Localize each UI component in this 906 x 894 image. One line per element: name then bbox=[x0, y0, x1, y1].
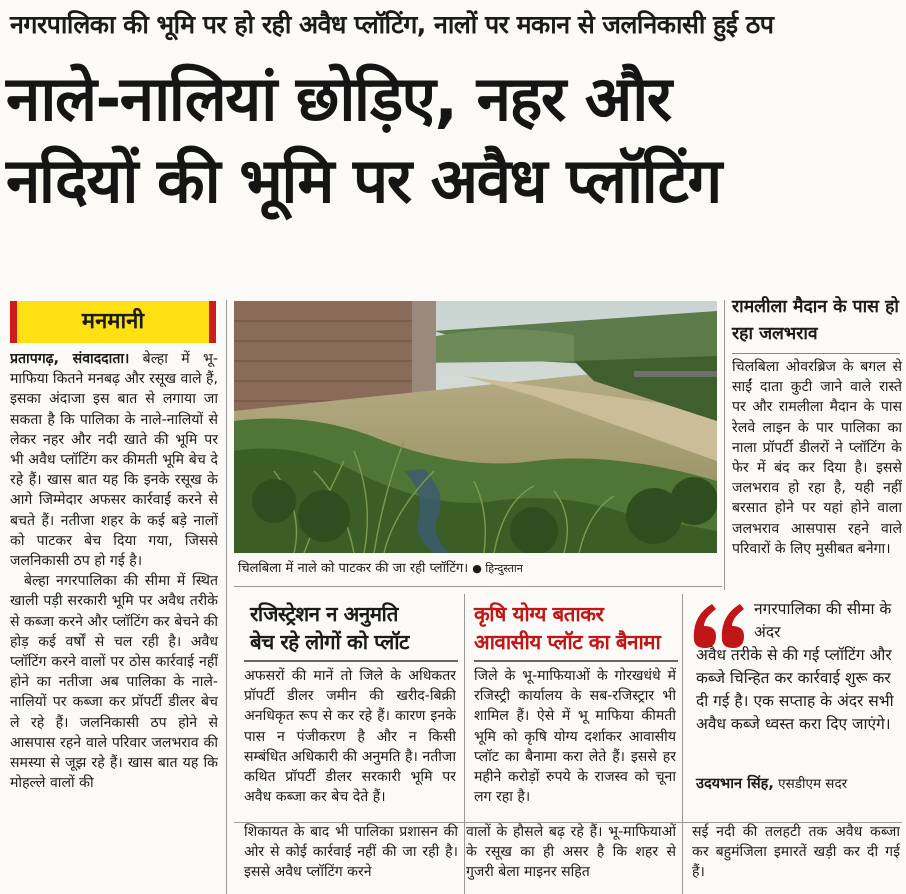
story-divider-1 bbox=[464, 594, 465, 894]
second-paragraph: बेल्हा नगरपालिका की सीमा में स्थित खाली पड़ी सरकारी भूमि पर अवैध तरीके से कब्जा करने और प्लॉटिंग कर बेचने की होड़ कई वर्षों से चल रही है। अवैध प्लॉटिंग करने वालों पर ठोस कार्रवाई नहीं होने का नतीजा अब पालिका के नाले-नालियों पर कब्जा कर प्रॉपर्टी डीलर बेच ले रहे हैं। जलनिकासी ठप होने से आसपास रहने वाले परिवार जलभराव की समस्या से जूझ रहे हैं। खास बात यह कि मोहल्ले वालों की bbox=[10, 573, 218, 792]
story2-heading-line-2: आवासीय प्लॉट का बैनामा bbox=[474, 630, 661, 654]
section-tag: मनमानी bbox=[10, 301, 216, 343]
lead-text: बेल्हा में भू-माफिया कितने मनबढ़ और रसूख वाले हैं, इसका अंदाजा इस बात से लगाया जा सकता है कि पालिका के नाले-नालियों से लेकर नहर और नदी खाते की भूमि पर भी अवैध प्लॉटिंग कर कीमती भूमि बेच दे रहे हैं। खास बात यह कि इनके रसूख के आगे जिम्मेदार अफसर कार्रवाई करने से बचते हैं। नतीजा शहर के कई बड़े नालों को पाटकर बेच दिया गया, जिससे जलनिकासी ठप हो गई है। bbox=[10, 351, 218, 570]
quote-text bbox=[696, 598, 902, 736]
sidebar-heading: रामलीला मैदान के पास हो रहा जलभराव bbox=[732, 297, 899, 344]
main-headline bbox=[6, 58, 906, 222]
continuation-column-3: सई नदी की तलहटी तक अवैध कब्जा कर बहुमंजिला इमारतें खड़ी कर दी गई हैं। bbox=[692, 824, 900, 881]
dateline: प्रतापगढ़, संवाददाता। bbox=[10, 351, 130, 367]
story1-body: अफसरों की मानें तो जिले के अधिकतर प्रॉपर्टी डीलर जमीन की खरीद-बिक्री अनधिकृत रूप से कर रहे हैं। कारण इनके पास न पंजीकरण है और न किसी सम्बंधित अधिकारी की अनुमति है। नतीजा कथित प्रॉपर्टी डीलर सरकारी भूमि पर अवैध कब्जा कर बेच देते हैं। bbox=[244, 668, 456, 806]
story2-heading bbox=[474, 600, 678, 656]
photo-caption bbox=[238, 558, 718, 580]
photo-bottom-rule bbox=[234, 586, 722, 587]
story1-heading-line-2: बेच रहे लोगों को प्लॉट bbox=[250, 630, 409, 654]
sidebar-heading-rule bbox=[732, 353, 900, 354]
kicker-headline: नगरपालिका की भूमि पर हो रही अवैध प्लॉटिंग, नालों पर मकान से जलनिकासी हुई ठप bbox=[10, 10, 774, 39]
story1-heading-rule bbox=[244, 660, 458, 662]
quote-text-first: नगरपालिका की सीमा के अंदर bbox=[754, 600, 892, 641]
continuation-column-2: वालों के हौसले बढ़ रहे हैं। भू-माफियाओं के रसूख का ही असर है कि शहर से गुजरी बेला माइनर सहित bbox=[466, 824, 676, 881]
caption-text: चिलबिला में नाले को पाटकर की जा रही प्लॉटिंग। bbox=[238, 561, 469, 576]
headline-line-2: नदियों की भूमि पर अवैध प्लॉटिंग bbox=[6, 144, 721, 217]
quote-designation: एसडीएम सदर bbox=[778, 776, 848, 792]
news-photo bbox=[234, 301, 717, 553]
story1-heading bbox=[250, 600, 462, 656]
quote-attribution bbox=[696, 774, 902, 794]
story1-heading-line-1: रजिस्ट्रेशन न अनुमति bbox=[250, 602, 398, 626]
story2-body: जिले के भू-माफियाओं के गोरखधंधे में रजिस्ट्री कार्यालय के सब-रजिस्ट्रार भी शामिल हैं। ऐसे में भू माफिया कीमती भूमि को कृषि योग्य दर्शाकर आवासीय प्लॉट का बैनामा करा लेते हैं। इससे हर महीने करोड़ों रुपये के राजस्व को चूना लग रहा है। bbox=[474, 668, 676, 806]
left-column-text bbox=[10, 349, 218, 894]
quote-text-rest: अवैध तरीके से की गई प्लॉटिंग और कब्जे चिन्हित कर कार्रवाई शुरू कर दी गई है। एक सप्ताह के अंदर सभी अवैध कब्जे ध्वस्त करा दिए जाएंगे। bbox=[696, 646, 894, 733]
lead-paragraph bbox=[10, 349, 218, 571]
story2-heading-line-1: कृषि योग्य बताकर bbox=[474, 602, 604, 626]
story-divider-2 bbox=[682, 594, 683, 894]
headline-line-1: नाले-नालियां छोड़िए, नहर और bbox=[6, 62, 671, 135]
sidebar-body: चिलबिला ओवरब्रिज के बगल से साईं दाता कुटी जाने वाले रास्ते पर और रामलीला मैदान के पास रेलवे लाइन के पार पालिका का नाला प्रॉपर्टी डीलरों ने प्लॉटिंग के फेर में बंद कर दिया है। इससे जलभराव हो रहा है, यही नहीं बरसात होने पर यहां होने वाला जलभराव आसपास रहने वाले परिवारों के लिए मुसीबत बनेगा। bbox=[732, 359, 902, 557]
story2-heading-rule bbox=[474, 660, 678, 662]
photo-credit: ● हिन्दुस्तान bbox=[472, 562, 523, 575]
quote-name: उदयभान सिंह, bbox=[696, 776, 774, 792]
continuation-column-1: शिकायत के बाद भी पालिका प्रशासन की ओर से कोई कार्रवाई नहीं की जा रही है। इससे अवैध प्लॉटिंग करने bbox=[244, 824, 458, 881]
column-divider bbox=[226, 300, 227, 894]
right-box-divider bbox=[724, 300, 725, 590]
photo-illustration bbox=[234, 301, 717, 553]
